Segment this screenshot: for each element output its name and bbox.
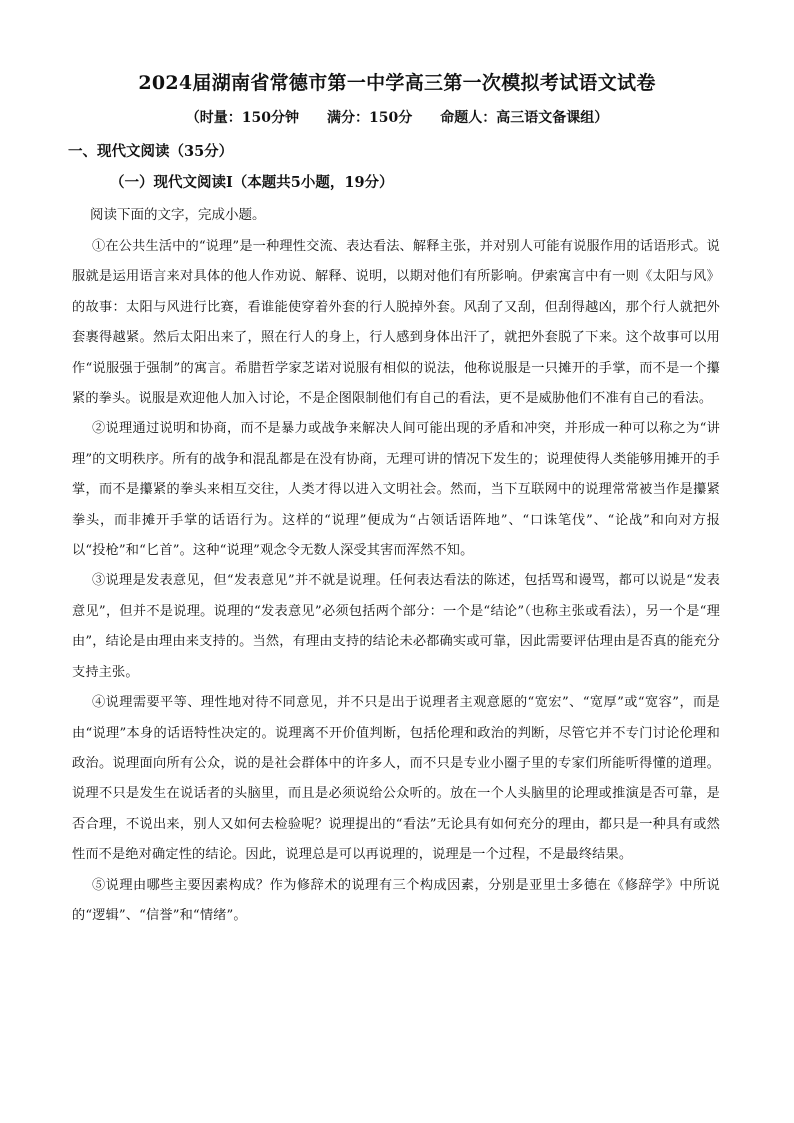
paragraph-1: ①在公共生活中的“说理”是一种理性交流、表达看法、解释主张，并对别人可能有说服作用的话语形式。说服就是运用语言来对具体的他人作劝说、解释、说明，以期对他们有所影响。伊索寓言中有一则《太阳与风》的故事：太阳与风进行比赛，看谁能使穿着外套的行人脱掉外套。风刮了又刮，但刮得越凶，那个行人就把外套裹得越紧。然后太阳出来了，照在行人的身上，行人感到身体出汗了，就把外套脱了下来。这个故事可以用作“说服强于强制”的寓言。希腊哲学家芝诺对说服有相似的说法，他称说服是一只摊开的手掌，而不是一个攥紧的拳头。说服是欢迎他人加入讨论，不是企图限制他们有自己的看法，更不是威胁他们不准有自己的看法。 (72, 239, 720, 407)
exam-time: （时量：150分钟 (185, 110, 299, 126)
exam-author: 命题人：高三语文备课组） (440, 110, 609, 126)
exam-info (0, 107, 794, 127)
paragraph-2: ②说理通过说明和协商，而不是暴力或战争来解决人间可能出现的矛盾和冲突，并形成一种可以称之为“讲理”的文明秩序。所有的战争和混乱都是在没有协商，无理可讲的情况下发生的；说理使得人类能够用摊开的手掌，而不是攥紧的拳头来相互交往，人类才得以进入文明社会。然而，当下互联网中的说理常常被当作是攥紧拳头，而非摊开手掌的话语行为。这样的“说理”便成为“占领话语阵地”、“口诛笔伐”、“论战”和向对方报以“投枪”和“匕首”。这种“说理”观念令无数人深受其害而浑然不知。 (72, 421, 720, 559)
page-title: 2024届湖南省常德市第一中学高三第一次模拟考试语文试卷 (138, 72, 656, 94)
section-heading: 一、现代文阅读（35分） (68, 143, 234, 160)
subsection-heading: （一）现代文阅读Ⅰ（本题共5小题，19分） (110, 174, 394, 191)
paragraph-4: ④说理需要平等、理性地对待不同意见，并不只是出于说理者主观意愿的“宽宏”、“宽厚”或“宽容”，而是由“说理”本身的话语特性决定的。说理离不开价值判断，包括伦理和政治的判断，尽管它并不专门讨论伦理和政治。说理面向所有公众，说的是社会群体中的许多人，而不只是专业小圈子里的专家们所能听得懂的道理。说理不只是发生在说话者的头脑里，而且是必须说给公众听的。放在一个人头脑里的论理或推演是否可靠，是否合理，不说出来，别人又如何去检验呢？说理提出的“看法”无论具有如何充分的理由，都只是一种具有或然性而不是绝对确定性的结论。因此，说理总是可以再说理的，说理是一个过程，不是最终结果。 (72, 695, 720, 863)
paragraph-5: ⑤说理由哪些主要因素构成？作为修辞术的说理有三个构成因素，分别是亚里士多德在《修辞学》中所说的“逻辑”、“信誉”和“情绪”。 (72, 877, 720, 923)
reading-instruction: 阅读下面的文字，完成小题。 (90, 207, 266, 223)
exam-score: 满分：150分 (327, 110, 413, 126)
passage-body (72, 232, 720, 931)
paragraph-3: ③说理是发表意见，但“发表意见”并不就是说理。任何表达看法的陈述，包括骂和谩骂，都可以说是“发表意见”，但并不是说理。说理的“发表意见”必须包括两个部分：一个是“结论”（也称主张或看法），另一个是“理由”，结论是由理由来支持的。当然，有理由支持的结论未必都确实或可靠，因此需要评估理由是否真的能充分支持主张。 (72, 573, 720, 680)
